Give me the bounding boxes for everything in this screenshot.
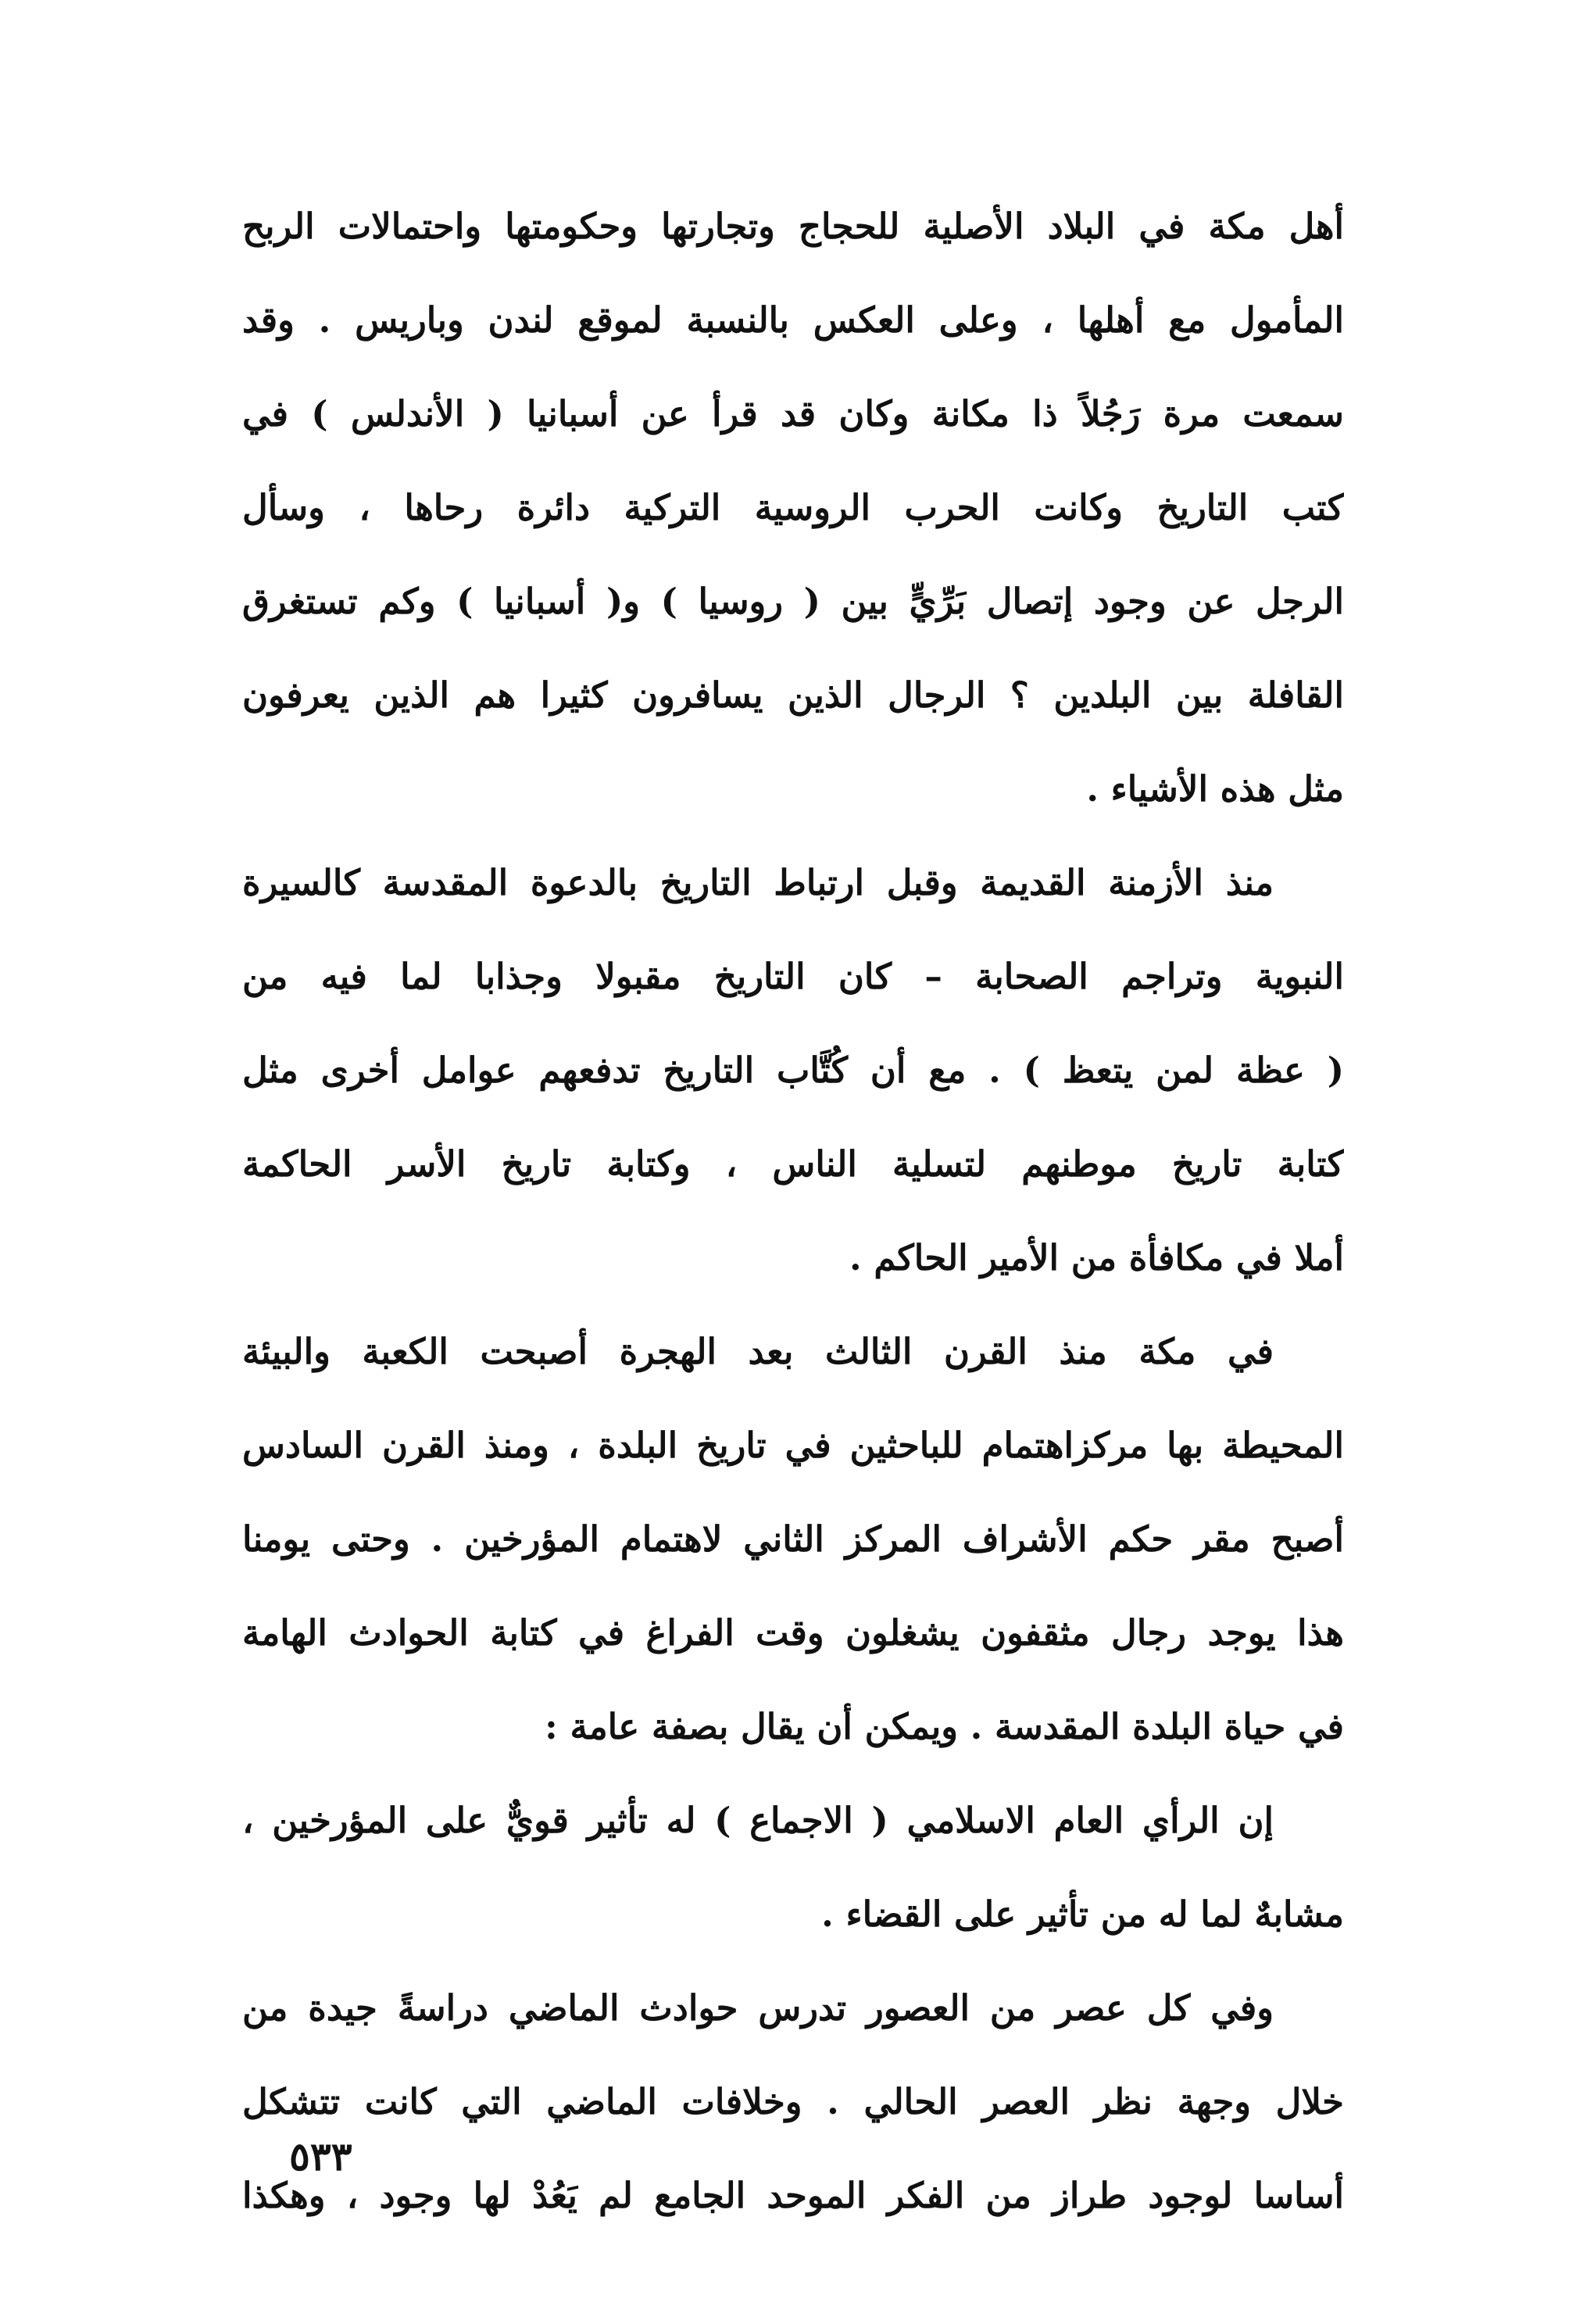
text-line: المأمول مع أهلها ، وعلى العكس بالنسبة لموقع لندن وباريس . وقد — [242, 299, 1344, 341]
text-line: القافلة بين البلدين ؟ الرجال الذين يسافرون كثيرا هم الذين يعرفون — [242, 674, 1344, 716]
text-line: المحيطة بها مركزاهتمام للباحثين في تاريخ البلدة ، ومنذ القرن السادس — [242, 1425, 1344, 1466]
paragraph-4 — [242, 1774, 1344, 1961]
body-text — [242, 180, 1344, 2243]
text-line: أهل مكة في البلاد الأصلية للحجاج وتجارتها وحكومتها واحتمالات الربح — [242, 206, 1344, 247]
paragraph-3 — [242, 1305, 1344, 1774]
text-line: في مكة منذ القرن الثالث بعد الهجرة أصبحت الكعبة والبيئة — [242, 1331, 1274, 1372]
text-line: الرجل عن وجود إتصال بَرِّيٍّ بين ( روسيا ) و( أسبانيا ) وكم تستغرق — [242, 581, 1344, 622]
page-number: ٥٣٣ — [289, 2133, 352, 2179]
text-line: مثل هذه الأشياء . — [1086, 768, 1344, 810]
text-line: كتابة تاريخ موطنهم لتسلية الناس ، وكتابة تاريخ الأسر الحاكمة — [242, 1143, 1344, 1185]
text-line: ( عظة لمن يتعظ ) . مع أن كُتَّاب التاريخ تدفعهم عوامل أخرى مثل — [242, 1049, 1344, 1091]
text-line: منذ الأزمنة القديمة وقبل ارتباط التاريخ بالدعوة المقدسة كالسيرة — [242, 862, 1274, 903]
text-line: أساسا لوجود طراز من الفكر الموحد الجامع لم يَعُدْ لها وجود ، وهكذا — [242, 2175, 1344, 2216]
paragraph-1 — [242, 180, 1344, 836]
text-line: أملا في مكافأة من الأمير الحاكم . — [849, 1237, 1344, 1278]
text-line: كتب التاريخ وكانت الحرب الروسية التركية دائرة رحاها ، وسأل — [242, 487, 1344, 528]
text-line: النبوية وتراجم الصحابة – كان التاريخ مقبولا وجذابا لما فيه من — [242, 956, 1344, 997]
text-line: مشابهٌ لما له من تأثير على القضاء . — [821, 1893, 1344, 1935]
text-line: خلال وجهة نظر العصر الحالي . وخلافات الماضي التي كانت تتشكل — [242, 2081, 1344, 2122]
text-line: وفي كل عصر من العصور تدرس حوادث الماضي دراسةً جيدة من — [242, 1987, 1274, 2029]
text-line: هذا يوجد رجال مثقفون يشغلون وقت الفراغ في كتابة الحوادث الهامة — [242, 1612, 1344, 1654]
text-line: إن الرأي العام الاسلامي ( الاجماع ) له تأثير قويٌّ على المؤرخين ، — [242, 1800, 1274, 1841]
text-line: سمعت مرة رَجُلاً ذا مكانة وكان قد قرأ عن أسبانيا ( الأندلس ) في — [242, 393, 1344, 434]
text-line: في حياة البلدة المقدسة . ويمكن أن يقال بصفة عامة : — [545, 1706, 1344, 1747]
text-line: أصبح مقر حكم الأشراف المركز الثاني لاهتمام المؤرخين . وحتى يومنا — [242, 1518, 1344, 1560]
paragraph-2 — [242, 836, 1344, 1305]
paragraph-5 — [242, 1961, 1344, 2243]
